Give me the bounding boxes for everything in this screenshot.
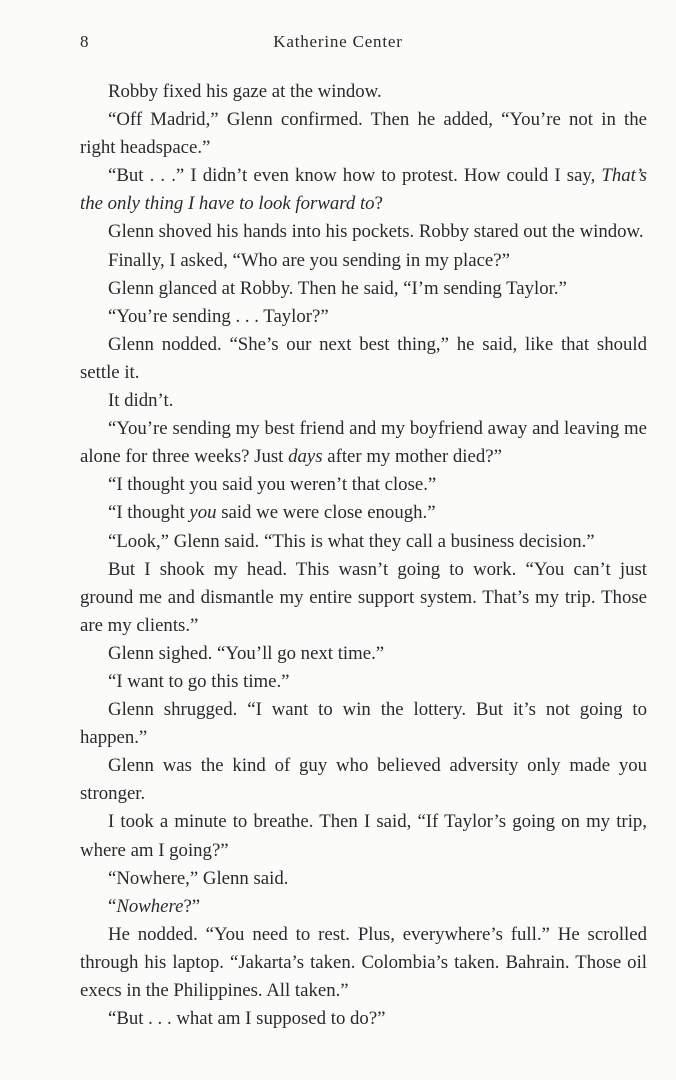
paragraph: Glenn sighed. “You’ll go next time.”: [108, 642, 385, 664]
paragraph: He nodded. “You need to rest. Plus, everywhere’s full.” He scrolled through his laptop. “Jakarta’s taken. Colombia’s taken. Bahrain. Those oil execs in the Philippines. All taken.”: [80, 923, 647, 1001]
paragraph: “Look,” Glenn said. “This is what they call a business decision.”: [108, 530, 595, 552]
paragraph: “I thought you said we were close enough.”: [108, 502, 436, 524]
paragraph: “I want to go this time.”: [108, 670, 290, 692]
paragraph: Glenn shoved his hands into his pockets. Robby stared out the window.: [108, 221, 644, 243]
paragraph: Glenn shrugged. “I want to win the lottery. But it’s not going to happen.”: [80, 699, 647, 749]
body-text: [80, 78, 647, 1033]
paragraph: Finally, I asked, “Who are you sending in my place?”: [108, 249, 510, 271]
paragraph: “But . . . what am I supposed to do?”: [108, 1008, 386, 1030]
running-head-author: Katherine Center: [273, 32, 403, 51]
paragraph: “Nowhere?”: [108, 895, 201, 917]
paragraph: “You’re sending . . . Taylor?”: [108, 305, 329, 327]
paragraph: But I shook my head. This wasn’t going to work. “You can’t just ground me and dismantle my entire support system. That’s my trip. Those are my clients.”: [80, 558, 647, 636]
paragraph: Glenn glanced at Robby. Then he said, “I’m sending Taylor.”: [108, 277, 567, 299]
paragraph: “You’re sending my best friend and my boyfriend away and leaving me alone for three weeks? Just days after my mother died?”: [80, 418, 647, 468]
paragraph: “But . . .” I didn’t even know how to protest. How could I say, That’s the only thing I have to look forward to?: [80, 165, 647, 215]
running-head: [0, 30, 676, 54]
paragraph: “Nowhere,” Glenn said.: [108, 867, 289, 889]
paragraph: Robby fixed his gaze at the window.: [108, 81, 382, 102]
paragraph: I took a minute to breathe. Then I said, “If Taylor’s going on my trip, where am I going?”: [80, 811, 647, 861]
paragraph: Glenn was the kind of guy who believed adversity only made you stronger.: [80, 755, 647, 805]
paragraph: Glenn nodded. “She’s our next best thing,” he said, like that should settle it.: [80, 333, 647, 383]
page-number: 8: [80, 32, 89, 51]
paragraph: It didn’t.: [108, 390, 174, 412]
paragraph: “Off Madrid,” Glenn confirmed. Then he added, “You’re not in the right headspace.”: [80, 109, 647, 159]
paragraph: “I thought you said you weren’t that close.”: [108, 474, 437, 496]
